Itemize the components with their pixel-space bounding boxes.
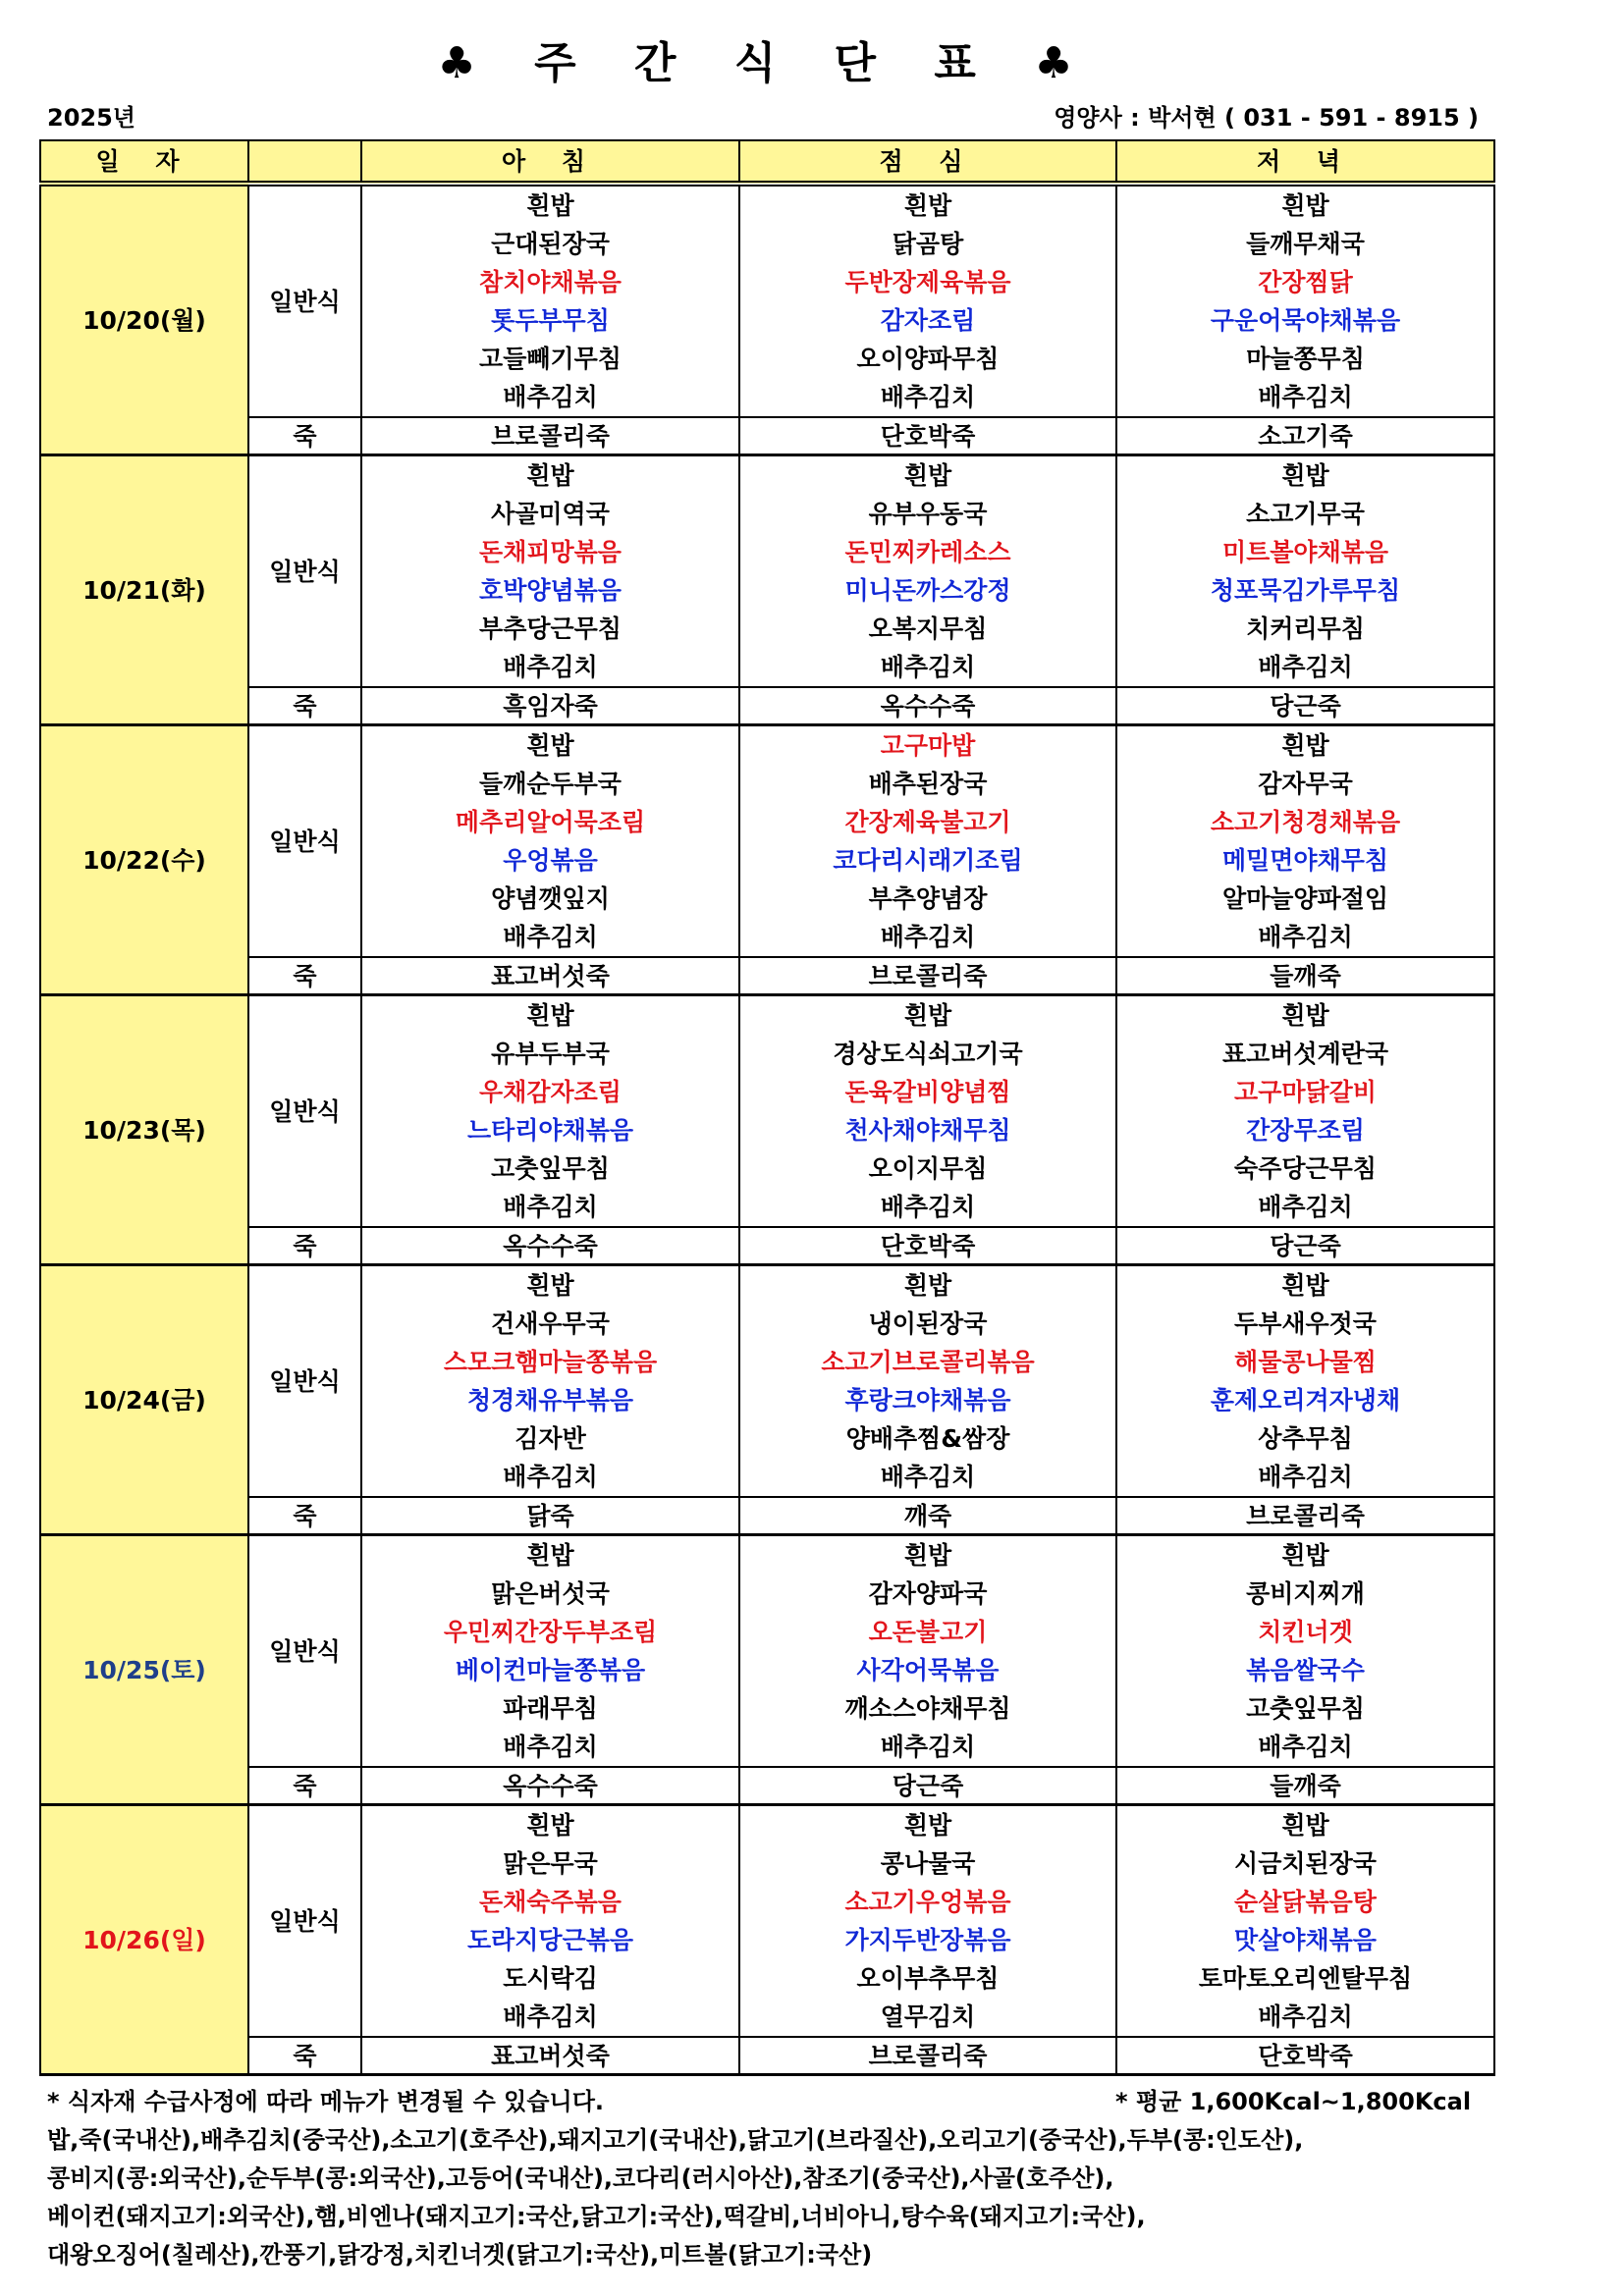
- menu-item: 맑은무국: [503, 1849, 598, 1878]
- breakfast-menu: [361, 184, 739, 417]
- menu-item: 배추김치: [880, 1733, 976, 1761]
- menu-item: 흰밥: [903, 1541, 952, 1570]
- menu-item: 간장무조림: [1246, 1116, 1365, 1145]
- menu-item: 소고기우엉볶음: [844, 1888, 1011, 1916]
- menu-item: 가지두반장볶음: [844, 1926, 1011, 1954]
- porridge-row: [40, 417, 1494, 455]
- menu-item: 배추김치: [880, 1193, 976, 1221]
- porridge-row: [40, 2037, 1494, 2075]
- menu-item: 배추김치: [1258, 383, 1353, 411]
- menu-item: 돈채피망볶음: [479, 538, 622, 566]
- day-date: 10/21(화): [40, 455, 248, 725]
- day-block: [40, 725, 1494, 995]
- menu-item: 오이지무침: [868, 1154, 988, 1183]
- column-header-date: 일 자: [40, 140, 248, 184]
- menu-item: 우엉볶음: [503, 846, 598, 875]
- menu-item: 흰밥: [1281, 1811, 1329, 1840]
- day-block: [40, 1805, 1494, 2075]
- general-meal-row: [40, 1805, 1494, 2038]
- column-header-lunch: 점 심: [739, 140, 1116, 184]
- day-date: 10/26(일): [40, 1805, 248, 2075]
- menu-item: 소고기무국: [1246, 500, 1365, 528]
- menu-item: 도라지당근볶음: [466, 1926, 634, 1954]
- menu-item: 들깨무채국: [1246, 230, 1365, 258]
- menu-item: 배추김치: [503, 383, 598, 411]
- menu-item: 유부두부국: [491, 1040, 610, 1068]
- menu-item: 들깨순두부국: [479, 770, 622, 798]
- menu-item: 흰밥: [1281, 191, 1329, 220]
- porridge-item: 당근죽: [1116, 687, 1494, 725]
- lunch-menu: [739, 1535, 1116, 1768]
- menu-item: 열무김치: [880, 2002, 976, 2031]
- breakfast-menu: [361, 1805, 739, 2038]
- breakfast-menu: [361, 455, 739, 688]
- day-date: 10/23(목): [40, 995, 248, 1265]
- column-header-breakfast: 아 침: [361, 140, 739, 184]
- menu-item: 양배추찜&쌈장: [845, 1424, 1010, 1453]
- menu-item: 오돈불고기: [868, 1618, 988, 1646]
- menu-item: 훈제오리겨자냉채: [1210, 1386, 1401, 1415]
- porridge-item: 소고기죽: [1116, 417, 1494, 455]
- menu-item: 흰밥: [903, 461, 952, 490]
- menu-item: 배추김치: [503, 2002, 598, 2031]
- calorie-note: * 평균 1,600Kcal~1,800Kcal: [1115, 2088, 1472, 2115]
- menu-item: 김자반: [514, 1424, 586, 1453]
- menu-item: 고춧잎무침: [1246, 1694, 1365, 1723]
- porridge-row: [40, 1767, 1494, 1805]
- porridge-label: 죽: [248, 1227, 361, 1265]
- porridge-label: 죽: [248, 957, 361, 995]
- menu-item: 냉이된장국: [868, 1309, 988, 1338]
- menu-item: 배추김치: [880, 383, 976, 411]
- menu-item: 배추김치: [880, 653, 976, 681]
- menu-item: 흰밥: [1281, 1001, 1329, 1030]
- footer-notes: [47, 2083, 1559, 2274]
- menu-item: 배추김치: [1258, 1733, 1353, 1761]
- menu-item: 시금치된장국: [1234, 1849, 1377, 1878]
- day-block: [40, 1265, 1494, 1535]
- general-meal-row: [40, 995, 1494, 1228]
- menu-item: 순살닭볶음탕: [1234, 1888, 1377, 1916]
- dietitian-contact: 영양사 : 박서현 ( 031 - 591 - 8915 ): [1054, 104, 1479, 132]
- menu-item: 알마늘양파절임: [1221, 884, 1389, 913]
- general-meal-row: [40, 184, 1494, 417]
- menu-item: 치커리무침: [1246, 614, 1365, 643]
- menu-item: 흰밥: [903, 1811, 952, 1840]
- menu-item: 닭곰탕: [892, 230, 964, 258]
- meal-type-label: 일반식: [248, 725, 361, 958]
- menu-item: 흰밥: [903, 1271, 952, 1300]
- menu-item: 건새우무국: [491, 1309, 610, 1338]
- menu-item: 배추김치: [1258, 923, 1353, 951]
- general-meal-row: [40, 725, 1494, 958]
- menu-item: 베이컨마늘쫑볶음: [455, 1656, 646, 1684]
- menu-item: 오이양파무침: [856, 345, 1000, 373]
- menu-item: 구운어묵야채볶음: [1210, 306, 1401, 335]
- porridge-row: [40, 1497, 1494, 1535]
- general-meal-row: [40, 1265, 1494, 1498]
- menu-item: 토마토오리엔탈무침: [1198, 1964, 1413, 1993]
- menu-item: 배추김치: [1258, 1193, 1353, 1221]
- menu-item: 부추당근무침: [479, 614, 622, 643]
- menu-item: 청포묵김가루무침: [1210, 576, 1401, 605]
- origin-line: 베이컨(돼지고기:외국산),햄,비엔나(돼지고기:국산,닭고기:국산),떡갈비,너비아니,탕수육(돼지고기:국산),: [47, 2203, 1146, 2230]
- menu-item: 고춧잎무침: [491, 1154, 610, 1183]
- menu-item: 숙주당근무침: [1234, 1154, 1377, 1183]
- menu-item: 느타리야채볶음: [466, 1116, 634, 1145]
- menu-item: 파래무침: [503, 1694, 598, 1723]
- menu-item: 천사채야채무침: [844, 1116, 1011, 1145]
- porridge-item: 브로콜리죽: [361, 417, 739, 455]
- day-block: [40, 455, 1494, 725]
- origin-line: 밥,죽(국내산),배추김치(중국산),소고기(호주산),돼지고기(국내산),닭고기(브라질산),오리고기(중국산),두부(콩:인도산),: [47, 2126, 1304, 2154]
- menu-item: 마늘쫑무침: [1246, 345, 1365, 373]
- dinner-menu: [1116, 1535, 1494, 1768]
- menu-item: 배추김치: [1258, 2002, 1353, 2031]
- porridge-item: 흑임자죽: [361, 687, 739, 725]
- porridge-item: 브로콜리죽: [1116, 1497, 1494, 1535]
- menu-item: 청경채유부볶음: [466, 1386, 634, 1415]
- menu-item: 흰밥: [526, 1271, 574, 1300]
- menu-item: 맑은버섯국: [491, 1579, 610, 1608]
- menu-item: 흰밥: [1281, 1271, 1329, 1300]
- menu-item: 톳두부무침: [491, 306, 610, 335]
- dinner-menu: [1116, 184, 1494, 417]
- day-date: 10/25(토): [40, 1535, 248, 1805]
- general-meal-row: [40, 455, 1494, 688]
- porridge-label: 죽: [248, 2037, 361, 2075]
- meal-type-label: 일반식: [248, 455, 361, 688]
- menu-item: 흰밥: [1281, 461, 1329, 490]
- porridge-item: 들깨죽: [1116, 957, 1494, 995]
- menu-item: 참치야채볶음: [479, 268, 622, 296]
- lunch-menu: [739, 1805, 1116, 2038]
- menu-item: 배추김치: [503, 1733, 598, 1761]
- porridge-label: 죽: [248, 1497, 361, 1535]
- origin-line: 콩비지(콩:외국산),순두부(콩:외국산),고등어(국내산),코다리(러시아산),참조기(중국산),사골(호주산),: [47, 2164, 1114, 2192]
- menu-item: 우민찌간장두부조림: [443, 1618, 658, 1646]
- menu-item: 간장찜닭: [1258, 268, 1353, 296]
- year-label: 2025년: [47, 104, 135, 132]
- menu-item: 미트볼야채볶음: [1221, 538, 1389, 566]
- menu-item: 오이부추무침: [856, 1964, 1000, 1993]
- menu-item: 유부우동국: [868, 500, 988, 528]
- menu-item: 소고기브로콜리볶음: [821, 1348, 1035, 1376]
- porridge-label: 죽: [248, 417, 361, 455]
- menu-item: 흰밥: [526, 461, 574, 490]
- meal-type-label: 일반식: [248, 1535, 361, 1768]
- menu-item: 간장제육불고기: [844, 808, 1011, 836]
- menu-item: 두반장제육볶음: [844, 268, 1011, 296]
- day-date: 10/22(수): [40, 725, 248, 995]
- menu-item: 돈민찌카레소스: [844, 538, 1011, 566]
- menu-item: 흰밥: [903, 1001, 952, 1030]
- meal-type-label: 일반식: [248, 1805, 361, 2038]
- menu-item: 깨소스야채무침: [844, 1694, 1011, 1723]
- day-block: [40, 1535, 1494, 1805]
- menu-item: 표고버섯계란국: [1221, 1040, 1389, 1068]
- porridge-item: 단호박죽: [739, 1227, 1116, 1265]
- menu-item: 오복지무침: [868, 614, 988, 643]
- menu-item: 흰밥: [526, 1001, 574, 1030]
- menu-item: 흰밥: [903, 191, 952, 220]
- breakfast-menu: [361, 1535, 739, 1768]
- breakfast-menu: [361, 995, 739, 1228]
- menu-item: 고들빼기무침: [479, 345, 622, 373]
- menu-item: 콩비지찌개: [1246, 1579, 1365, 1608]
- dinner-menu: [1116, 1265, 1494, 1498]
- menu-item: 사골미역국: [491, 500, 610, 528]
- porridge-item: 브로콜리죽: [739, 2037, 1116, 2075]
- porridge-row: [40, 1227, 1494, 1265]
- menu-item: 치킨너겟: [1258, 1618, 1353, 1646]
- menu-item: 고구마밥: [880, 731, 976, 760]
- menu-item: 미니돈까스강정: [844, 576, 1011, 605]
- dinner-menu: [1116, 725, 1494, 958]
- day-block: [40, 995, 1494, 1265]
- day-date: 10/20(월): [40, 184, 248, 455]
- menu-item: 콩나물국: [880, 1849, 976, 1878]
- column-header-type: [248, 140, 361, 184]
- menu-item: 배추된장국: [868, 770, 988, 798]
- dinner-menu: [1116, 1805, 1494, 2038]
- dinner-menu: [1116, 455, 1494, 688]
- porridge-item: 당근죽: [1116, 1227, 1494, 1265]
- menu-item: 배추김치: [503, 1193, 598, 1221]
- page-title: ♣ 주 간 식 단 표 ♣: [437, 38, 1095, 88]
- porridge-item: 깨죽: [739, 1497, 1116, 1535]
- menu-item: 경상도식쇠고기국: [833, 1040, 1023, 1068]
- origin-line: 대왕오징어(칠레산),깐풍기,닭강정,치킨너겟(닭고기:국산),미트볼(닭고기:국산): [47, 2241, 873, 2269]
- menu-item: 해물콩나물찜: [1234, 1348, 1377, 1376]
- menu-item: 흰밥: [526, 191, 574, 220]
- porridge-item: 단호박죽: [1116, 2037, 1494, 2075]
- menu-item: 감자무국: [1258, 770, 1353, 798]
- porridge-item: 표고버섯죽: [361, 2037, 739, 2075]
- menu-item: 배추김치: [880, 923, 976, 951]
- menu-item: 두부새우젓국: [1234, 1309, 1377, 1338]
- porridge-item: 옥수수죽: [361, 1227, 739, 1265]
- menu-item: 흰밥: [1281, 731, 1329, 760]
- menu-item: 볶음쌀국수: [1246, 1656, 1365, 1684]
- column-header-dinner: 저 녁: [1116, 140, 1494, 184]
- menu-item: 고구마닭갈비: [1234, 1078, 1377, 1106]
- lunch-menu: [739, 725, 1116, 958]
- weekly-menu-table: [39, 139, 1495, 2076]
- menu-item: 배추김치: [503, 923, 598, 951]
- menu-item: 감자조림: [880, 306, 976, 335]
- porridge-label: 죽: [248, 1767, 361, 1805]
- menu-item: 배추김치: [880, 1463, 976, 1491]
- porridge-row: [40, 957, 1494, 995]
- menu-item: 상추무침: [1258, 1424, 1353, 1453]
- menu-item: 양념깻잎지: [491, 884, 610, 913]
- menu-item: 소고기청경채볶음: [1210, 808, 1401, 836]
- meal-type-label: 일반식: [248, 995, 361, 1228]
- menu-item: 흰밥: [526, 1811, 574, 1840]
- menu-item: 흰밥: [526, 731, 574, 760]
- porridge-item: 옥수수죽: [739, 687, 1116, 725]
- day-block: [40, 184, 1494, 455]
- change-notice: * 식자재 수급사정에 따라 메뉴가 변경될 수 있습니다.: [47, 2088, 605, 2115]
- lunch-menu: [739, 184, 1116, 417]
- menu-item: 호박양념볶음: [479, 576, 622, 605]
- menu-item: 사각어묵볶음: [856, 1656, 1000, 1684]
- porridge-item: 브로콜리죽: [739, 957, 1116, 995]
- lunch-menu: [739, 1265, 1116, 1498]
- meal-type-label: 일반식: [248, 1265, 361, 1498]
- menu-item: 배추김치: [1258, 1463, 1353, 1491]
- menu-item: 도시락김: [503, 1964, 598, 1993]
- menu-item: 스모크햄마늘쫑볶음: [443, 1348, 658, 1376]
- menu-item: 돈육갈비양념찜: [844, 1078, 1011, 1106]
- porridge-row: [40, 687, 1494, 725]
- porridge-item: 들깨죽: [1116, 1767, 1494, 1805]
- menu-item: 배추김치: [503, 1463, 598, 1491]
- menu-item: 메추리알어묵조림: [455, 808, 646, 836]
- porridge-item: 단호박죽: [739, 417, 1116, 455]
- day-date: 10/24(금): [40, 1265, 248, 1535]
- general-meal-row: [40, 1535, 1494, 1768]
- menu-item: 감자양파국: [868, 1579, 988, 1608]
- porridge-item: 닭죽: [361, 1497, 739, 1535]
- porridge-item: 표고버섯죽: [361, 957, 739, 995]
- dinner-menu: [1116, 995, 1494, 1228]
- menu-item: 후랑크야채볶음: [844, 1386, 1011, 1415]
- porridge-item: 옥수수죽: [361, 1767, 739, 1805]
- menu-item: 흰밥: [526, 1541, 574, 1570]
- lunch-menu: [739, 995, 1116, 1228]
- menu-item: 돈채숙주볶음: [479, 1888, 622, 1916]
- menu-item: 흰밥: [1281, 1541, 1329, 1570]
- breakfast-menu: [361, 725, 739, 958]
- menu-item: 맛살야채볶음: [1234, 1926, 1377, 1954]
- menu-item: 부추양념장: [868, 884, 988, 913]
- meal-type-label: 일반식: [248, 184, 361, 417]
- menu-item: 우채감자조림: [479, 1078, 622, 1106]
- porridge-item: 당근죽: [739, 1767, 1116, 1805]
- porridge-label: 죽: [248, 687, 361, 725]
- menu-item: 배추김치: [503, 653, 598, 681]
- menu-item: 메밀면야채무침: [1221, 846, 1389, 875]
- lunch-menu: [739, 455, 1116, 688]
- menu-item: 코다리시래기조림: [833, 846, 1023, 875]
- menu-item: 근대된장국: [491, 230, 610, 258]
- header-row: [40, 140, 1494, 184]
- breakfast-menu: [361, 1265, 739, 1498]
- menu-item: 배추김치: [1258, 653, 1353, 681]
